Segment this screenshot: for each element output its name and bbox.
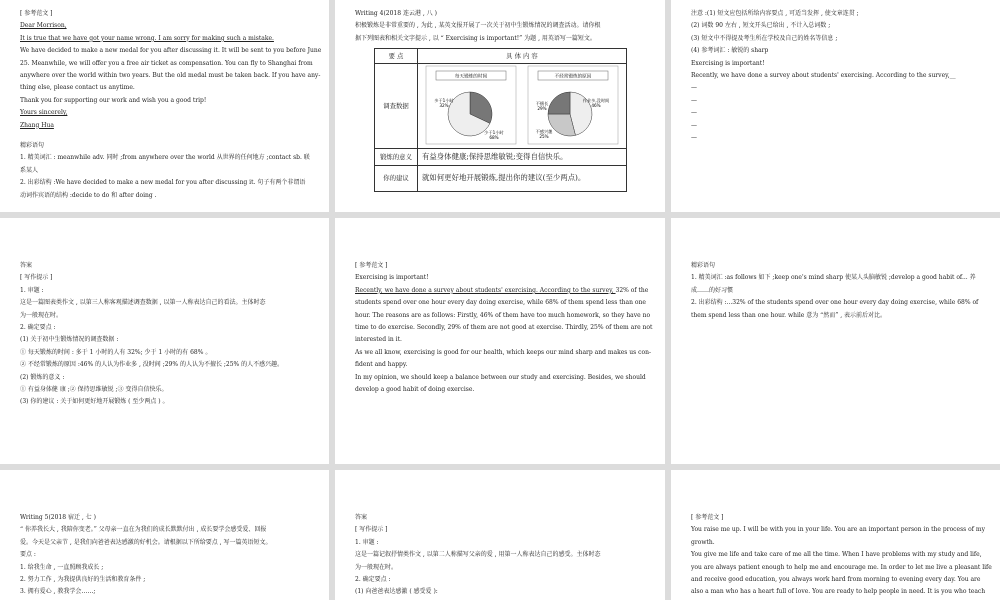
text-line: 25. Meanwhile, we will offer you a free air ticket as compensation. You can fly to Shanghai from — [20, 59, 313, 67]
chart-title: 每天锻炼的时间 — [454, 74, 488, 80]
essay-title: Exercising is important! — [691, 59, 765, 67]
text-line: 1. 审题 : — [20, 286, 44, 294]
pie-label: 少于1小时 — [484, 130, 504, 135]
text-line: You give me life and take care of me all the time. When I have problems with my study and life, — [691, 551, 982, 559]
section-heading: 精彩语句 — [20, 142, 45, 150]
section-heading: 精彩语句 — [691, 262, 716, 269]
letter-closing: Yours sincerely, — [20, 109, 68, 117]
text-line: ① 有益身体健 康 ;② 保持思维敏锐 ;③ 变得自信快乐。 — [20, 386, 168, 394]
table-row-label: 你的建议 — [375, 166, 418, 192]
pie-value-label: 25% — [539, 134, 549, 139]
text-line: hour. The reasons are as follows: Firstly, 46% of them have too much homework, so they have no — [355, 311, 651, 319]
text-line: You raise me up. I will be with you in your life. You are an important person in the process of my — [691, 526, 985, 534]
text-line: fident and happy. — [355, 361, 408, 369]
survey-charts — [418, 64, 626, 148]
chart-title: 不经常锻炼的原因 — [554, 74, 592, 80]
text-line: We have decided to make a new medal for you after discussing it. It will be sent to you before June — [20, 47, 322, 55]
text-line: 2. 出彩结构 :...32% of the students spend over one hour every day doing exercise, while 68% of — [691, 299, 979, 307]
section-heading: [ 参考范文 ] — [20, 10, 53, 17]
text-line: 注意 :(1) 短文应包括所给内容要点 , 可适当发挥 , 使文章连贯 ; — [691, 10, 859, 17]
text-line: (4) 参考词汇 : 敏锐的 sharp — [691, 47, 769, 55]
text-line: develop a good habit of doing exercise. — [355, 386, 475, 394]
pie-value-label: 29% — [537, 106, 547, 111]
table-cell: 有益身体健康;保持思维敏锐;变得自信快乐。 — [418, 149, 627, 166]
pie-value-label: 46% — [591, 103, 601, 108]
page-panel-5 — [335, 218, 665, 464]
answer-blank: — — [691, 96, 697, 104]
pie-value-label: 32% — [439, 103, 449, 108]
section-heading: [ 写作提示 ] — [355, 526, 388, 534]
pie-charts-svg — [418, 64, 626, 148]
prompt-table — [374, 48, 627, 192]
table-row-label: 锻炼的意义 — [375, 149, 418, 166]
text-line: Recently, we have done a survey about students' exercising. According to the survey,__ — [691, 72, 956, 80]
text-line: 2. 确定要点 : — [20, 324, 56, 332]
text-line: interested in it. — [355, 336, 402, 344]
text-line: As we all know, exercising is good for our health, which keeps our mind sharp and makes us con- — [355, 348, 651, 356]
text-line: students spend over one hour every day doing exercise, while 68% of them spend less than one — [355, 299, 646, 307]
text-line: ② 不经常锻炼的原因 :46% 的人认为作业多 , 没时间 ;29% 的人认为不擅长 ;25% 的人不感兴趣。 — [20, 361, 284, 369]
text-line: (1) 关于初中生锻炼情况的调查数据 : — [20, 336, 119, 344]
pie-label: 多于1小时 — [434, 98, 454, 103]
text-line: 3. 拥有爱心 , 教我学会……; — [20, 588, 96, 596]
pie-value-label: 68% — [489, 135, 499, 140]
section-heading: 答案 — [20, 262, 33, 269]
text-line: them spend less than one hour. while 意为 “然而” , 表示前后对比。 — [691, 311, 887, 319]
text-line: also a man who has a heart full of love. You are ready to help people in need. It is you who teach — [691, 588, 986, 596]
text-line: you are always patient enough to help me and encourage me. In order to let me live a pleasant life — [691, 563, 992, 571]
answer-blank: — — [691, 134, 697, 142]
section-heading: [ 参考范文 ] — [691, 514, 724, 521]
pie-label: 不擅长 — [535, 101, 549, 106]
text-line: 动词作宾语的结构 :decide to do 和 after doing . — [20, 191, 157, 199]
page-panel-8 — [335, 470, 665, 600]
page-panel-9 — [671, 470, 1000, 600]
text-line: thing else, please contact us anytime. — [20, 84, 135, 92]
text-line: In my opinion, we should keep a balance between our study and exercising. Besides, we should — [355, 373, 646, 381]
letter-signature: Zhang Hua — [20, 121, 54, 129]
pie-label: 作业多,没时间 — [582, 98, 610, 103]
section-heading: Writing 4(2018 连云港 , 八 ) — [355, 10, 437, 17]
text-line: 为一般现在时。 — [355, 563, 398, 571]
text-line: 这是一篇图表类作文 , 以第三人称客观描述调查数据 , 以第一人称表达自己的看法。主体时态 — [20, 299, 266, 307]
letter-salutation: Dear Morrison, — [20, 22, 67, 30]
text-line: “ 你养我长大 , 我陪你变老。” 父母亲一直在为我们的成长默默付出 , 成长要学会感受爱、回报 — [20, 526, 267, 534]
text-line: 据下列图表和相关文字提示 , 以 “ Exercising is important!” 为题 , 用英语写一篇短文。 — [355, 34, 596, 42]
page-panel-7 — [0, 470, 329, 600]
text-line: 要点 : — [20, 551, 36, 559]
table-header-key: 要 点 — [375, 49, 418, 64]
table-header-content: 具 体 内 容 — [418, 49, 627, 64]
text-line: (3) 你的建议 : 关于如何更好地开展锻炼 ( 至少两点 ) 。 — [20, 398, 169, 406]
text-line: (2) 词数 90 左右 , 短文开头已给出 , 不计入总词数 ; — [691, 22, 831, 30]
text-line: ① 每天锻炼的时间 : 多于 1 小时的人有 32%; 少于 1 小时的有 68% 。 — [20, 348, 212, 356]
page-panel-4 — [0, 218, 329, 464]
text-line: growth. — [691, 538, 715, 546]
table-cell: 就如何更好地开展锻炼,提出你的建议(至少两点)。 — [418, 166, 627, 192]
essay-title: Exercising is important! — [355, 274, 429, 282]
page-panel-1 — [0, 0, 329, 212]
text-line: (3) 短文中不得提及考生所在学校及自己的姓名等信息 ; — [691, 34, 838, 42]
section-heading: [ 参考范文 ] — [355, 262, 388, 269]
text-line: anywhere over the world within two years. But the old medal must be taken back. If you have any- — [20, 72, 321, 80]
answer-blank: — — [691, 109, 697, 117]
text-line: It is true that we have got your name wrong. I am sorry for making such a mistake. — [20, 34, 274, 42]
section-heading: 答案 — [355, 514, 368, 521]
text-line: (1) 向爸爸表达感激 ( 感受爱 ): — [355, 588, 438, 596]
text-line: 成……的好习惯 — [691, 286, 734, 294]
page-panel-3 — [671, 0, 1000, 212]
text-line: Thank you for supporting our work and wish you a good trip! — [20, 96, 207, 104]
text-line: 为一般现在时。 — [20, 311, 63, 319]
text-line: 1. 审题 : — [355, 538, 379, 546]
text-line: 1. 给我生命 , 一直照顾我成长 ; — [20, 563, 104, 571]
text-line: 这是一篇记叙抒情类作文 , 以第二人称描写父亲的爱 , 用第一人称表达自己的感受。主体时态 — [355, 551, 601, 559]
text-line: 积极锻炼是非常重要的 , 为此 , 某英文报开展了一次关于初中生锻炼情况的调查活动。请你根 — [355, 22, 601, 30]
text-line: 2. 出彩结构 :We have decided to make a new medal for you after discussing it. 句子有两个非谓语 — [20, 179, 306, 187]
text-line: 系某人 — [20, 166, 39, 174]
text-line: time to do exercise. Secondly, 29% of them are not good at exercise. Thirdly, 25% of them are not — [355, 324, 653, 332]
text-line: 1. 精美词汇 : meanwhile adv. 同时 ;from anywhere over the world 从世界的任何地方 ;contact sb. 联 — [20, 154, 310, 162]
section-heading: [ 写作提示 ] — [20, 274, 53, 282]
text-line: 2. 确定要点 : — [355, 576, 391, 584]
section-heading: Writing 5(2018 宿迁 , 七 ) — [20, 514, 96, 521]
table-row-label: 调查数据 — [375, 64, 418, 149]
pie-slice — [548, 92, 570, 114]
text-line: (2) 锻炼的意义 : — [20, 373, 65, 381]
text-line: and receive good education, you always work hard from morning to evening every day. You are — [691, 576, 981, 584]
text-line: 2. 努力工作 , 为我提供良好的生活和教育条件 ; — [20, 576, 146, 584]
answer-blank: — — [691, 84, 697, 92]
text-line: Recently, we have done a survey about students' exercising. According to the survey, 32% of the — [355, 286, 649, 294]
page-panel-2 — [335, 0, 665, 212]
answer-blank: — — [691, 121, 697, 129]
page-panel-6 — [671, 218, 1000, 464]
text-line: 1. 精美词汇 :as follows 如下 ;keep one's mind sharp 使某人头脑敏锐 ;develop a good habit of... 养 — [691, 274, 976, 282]
pie-label: 不感兴趣 — [535, 129, 553, 134]
text-line: 爱。今天是父亲节 , 是我们向爸爸表达感激的好机会。请根据以下所给要点 , 写一篇英语短文。 — [20, 538, 272, 546]
